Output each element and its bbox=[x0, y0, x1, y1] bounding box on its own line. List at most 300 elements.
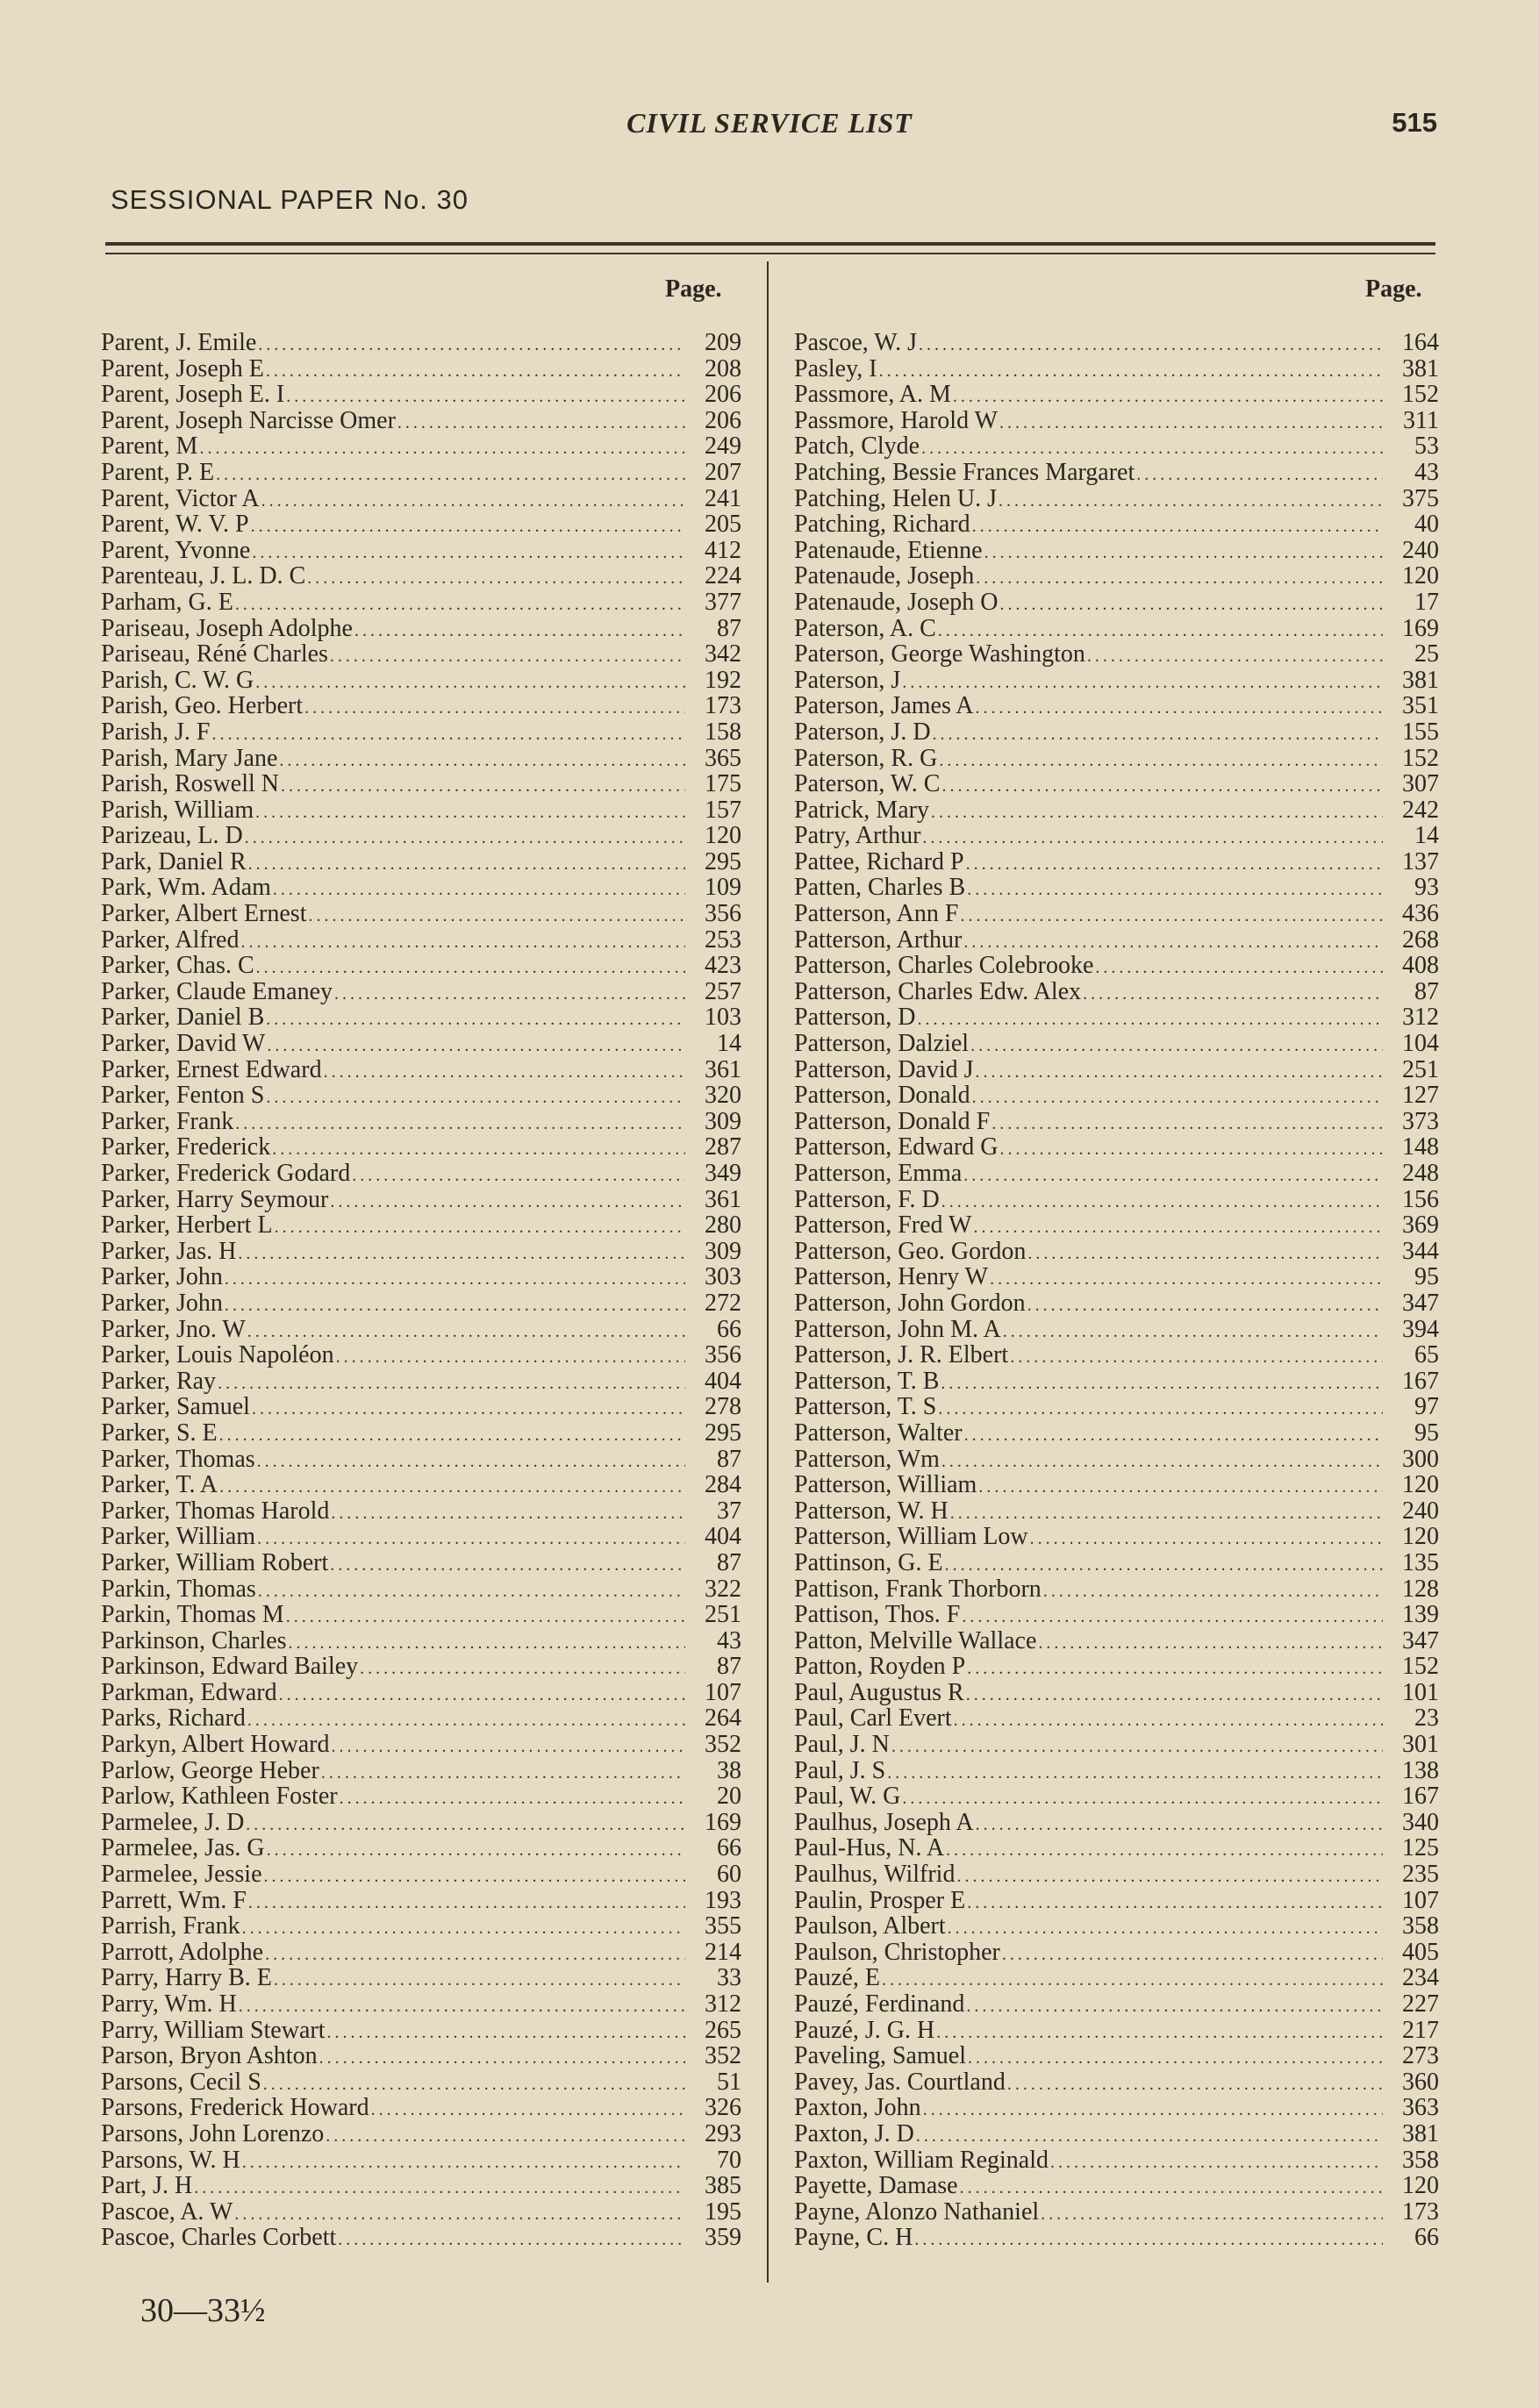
index-entry bbox=[101, 1109, 741, 1135]
entry-name: Paul, J. N bbox=[794, 1731, 890, 1759]
entry-name: Park, Wm. Adam bbox=[101, 874, 271, 902]
dot-leader bbox=[941, 1371, 1383, 1397]
entry-page-number: 340 bbox=[1402, 1808, 1439, 1836]
entry-name: Pattison, Thos. F bbox=[794, 1601, 961, 1629]
index-entry bbox=[101, 1654, 741, 1680]
entry-page-number: 43 bbox=[717, 1626, 741, 1654]
index-entry bbox=[794, 1835, 1439, 1861]
dot-leader bbox=[967, 1890, 1383, 1917]
entry-name: Parsons, John Lorenzo bbox=[101, 2119, 325, 2147]
index-entry bbox=[101, 1576, 741, 1603]
entry-name: Parker, Ernest Edward bbox=[101, 1055, 322, 1083]
entry-name: Parrett, Wm. F bbox=[101, 1886, 247, 1914]
entry-name: Parker, Jas. H bbox=[101, 1237, 237, 1265]
index-entry bbox=[794, 1264, 1439, 1290]
index-entry bbox=[101, 511, 741, 538]
dot-leader bbox=[267, 1838, 685, 1864]
index-entry bbox=[794, 2069, 1439, 2096]
entry-name: Parlow, Kathleen Foster bbox=[101, 1783, 338, 1811]
entry-page-number: 320 bbox=[705, 1082, 741, 1110]
entry-page-number: 381 bbox=[1402, 354, 1439, 382]
entry-page-number: 408 bbox=[1402, 952, 1439, 980]
dot-leader bbox=[1003, 1319, 1383, 1346]
dot-leader bbox=[956, 1864, 1383, 1890]
dot-leader bbox=[954, 1708, 1383, 1734]
index-entry bbox=[794, 433, 1439, 460]
index-entry bbox=[101, 2018, 741, 2044]
dot-leader bbox=[1000, 592, 1383, 618]
index-entry bbox=[101, 2147, 741, 2174]
index-entry bbox=[794, 2121, 1439, 2147]
entry-name: Paveling, Samuel bbox=[794, 2042, 966, 2070]
entry-page-number: 120 bbox=[1402, 1471, 1439, 1499]
dot-leader bbox=[304, 696, 685, 722]
entry-page-number: 173 bbox=[705, 692, 741, 720]
dot-leader bbox=[397, 411, 685, 437]
entry-page-number: 265 bbox=[705, 2016, 741, 2044]
entry-name: Paulson, Albert bbox=[794, 1912, 946, 1940]
entry-name: Parker, Ray bbox=[101, 1367, 217, 1395]
index-entry bbox=[794, 408, 1439, 434]
entry-page-number: 152 bbox=[1402, 744, 1439, 772]
entry-page-number: 107 bbox=[1402, 1886, 1439, 1914]
entry-name: Patterson, William Low bbox=[794, 1523, 1028, 1551]
index-entry bbox=[794, 382, 1439, 408]
index-entry bbox=[101, 719, 741, 746]
dot-leader bbox=[1043, 1579, 1383, 1605]
dot-leader bbox=[1050, 2150, 1383, 2176]
entry-page-number: 249 bbox=[705, 432, 741, 461]
entry-name: Parson, Bryon Ashton bbox=[101, 2042, 318, 2070]
entry-page-number: 373 bbox=[1402, 1107, 1439, 1135]
index-entry bbox=[101, 1628, 741, 1654]
index-entry bbox=[101, 746, 741, 772]
entry-page-number: 241 bbox=[705, 484, 741, 512]
dot-leader bbox=[266, 1085, 685, 1111]
dot-leader bbox=[1000, 1137, 1383, 1163]
entry-name: Pariseau, Joseph Adolphe bbox=[101, 614, 353, 642]
entry-page-number: 377 bbox=[705, 588, 741, 616]
dot-leader bbox=[966, 852, 1383, 878]
index-entry bbox=[101, 1290, 741, 1317]
index-entry bbox=[794, 1680, 1439, 1706]
entry-page-number: 280 bbox=[705, 1211, 741, 1240]
dot-leader bbox=[938, 1397, 1383, 1423]
entry-name: Patterson, T. S bbox=[794, 1393, 937, 1421]
index-entry bbox=[794, 1705, 1439, 1732]
entry-page-number: 436 bbox=[1402, 900, 1439, 928]
entry-name: Patton, Royden P bbox=[794, 1653, 966, 1681]
entry-page-number: 356 bbox=[705, 1341, 741, 1369]
entry-name: Parry, Harry B. E bbox=[101, 1964, 272, 1992]
entry-name: Patterson, F. D bbox=[794, 1185, 940, 1213]
dot-leader bbox=[265, 1942, 685, 1969]
entry-page-number: 284 bbox=[705, 1471, 741, 1499]
entry-page-number: 295 bbox=[705, 1418, 741, 1447]
entry-name: Pattee, Richard P bbox=[794, 847, 964, 875]
entry-page-number: 209 bbox=[705, 329, 741, 356]
entry-name: Parkman, Edward bbox=[101, 1678, 277, 1706]
entry-name: Parish, Geo. Herbert bbox=[101, 692, 304, 720]
index-entry bbox=[101, 1732, 741, 1758]
entry-name: Patterson, Edward G bbox=[794, 1133, 999, 1161]
entry-name: Patterson, John Gordon bbox=[794, 1289, 1026, 1317]
dot-leader bbox=[308, 904, 685, 930]
entry-page-number: 251 bbox=[1402, 1055, 1439, 1083]
entry-name: Pascoe, W. J bbox=[794, 329, 917, 356]
index-entry bbox=[794, 1342, 1439, 1368]
dot-leader bbox=[246, 1812, 685, 1839]
index-entry bbox=[794, 849, 1439, 875]
entry-name: Paxton, J. D bbox=[794, 2119, 914, 2147]
dot-leader bbox=[922, 825, 1383, 852]
entry-page-number: 37 bbox=[717, 1497, 741, 1525]
dot-leader bbox=[258, 332, 685, 359]
dot-leader bbox=[941, 774, 1383, 800]
dot-leader bbox=[219, 1423, 685, 1449]
index-entry bbox=[101, 1134, 741, 1161]
dot-leader bbox=[902, 670, 1383, 697]
entry-page-number: 93 bbox=[1414, 874, 1439, 902]
index-entry bbox=[101, 1342, 741, 1368]
index-entry bbox=[794, 1732, 1439, 1758]
dot-leader bbox=[242, 2150, 685, 2176]
index-entry bbox=[794, 641, 1439, 668]
dot-leader bbox=[360, 1656, 685, 1683]
index-entry bbox=[794, 1134, 1439, 1161]
index-entry bbox=[794, 1810, 1439, 1836]
dot-leader bbox=[354, 618, 685, 645]
entry-page-number: 51 bbox=[717, 2068, 741, 2096]
entry-name: Patterson, Charles Edw. Alex bbox=[794, 977, 1082, 1005]
dot-leader bbox=[241, 930, 686, 956]
entry-name: Paul, J. S bbox=[794, 1756, 886, 1784]
entry-page-number: 109 bbox=[705, 874, 741, 902]
entry-name: Patterson, T. B bbox=[794, 1367, 940, 1395]
entry-name: Paulin, Prosper E bbox=[794, 1886, 966, 1914]
entry-page-number: 66 bbox=[717, 1315, 741, 1343]
index-entry bbox=[794, 1861, 1439, 1888]
dot-leader bbox=[324, 1060, 685, 1086]
dot-leader bbox=[946, 1838, 1383, 1864]
entry-page-number: 157 bbox=[705, 796, 741, 824]
dot-leader bbox=[331, 1501, 685, 1527]
dot-leader bbox=[321, 1761, 685, 1787]
index-entry bbox=[101, 1758, 741, 1784]
index-entry bbox=[794, 1031, 1439, 1057]
entry-page-number: 240 bbox=[1402, 536, 1439, 564]
index-entry bbox=[794, 330, 1439, 356]
index-entry bbox=[101, 1368, 741, 1395]
entry-name: Passmore, Harold W bbox=[794, 406, 998, 434]
entry-page-number: 253 bbox=[705, 925, 741, 954]
index-entry bbox=[101, 823, 741, 849]
dot-leader bbox=[939, 748, 1383, 775]
index-entry bbox=[101, 979, 741, 1005]
index-entry bbox=[101, 1394, 741, 1420]
dot-leader bbox=[257, 1449, 685, 1476]
entry-page-number: 359 bbox=[705, 2224, 741, 2252]
index-entry bbox=[101, 1161, 741, 1187]
index-entry bbox=[101, 460, 741, 486]
dot-leader bbox=[976, 566, 1383, 592]
header-rule-thin bbox=[105, 253, 1435, 254]
sessional-paper-label: SESSIONAL PAPER No. 30 bbox=[111, 184, 469, 215]
entry-name: Patterson, Geo. Gordon bbox=[794, 1237, 1027, 1265]
entry-name: Patching, Bessie Frances Margaret bbox=[794, 458, 1135, 486]
entry-name: Parker, William bbox=[101, 1523, 256, 1551]
entry-page-number: 38 bbox=[717, 1756, 741, 1784]
dot-leader bbox=[194, 2176, 685, 2202]
entry-page-number: 164 bbox=[1402, 329, 1439, 356]
dot-leader bbox=[1027, 1241, 1383, 1268]
entry-page-number: 347 bbox=[1402, 1289, 1439, 1317]
entry-name: Parker, Frank bbox=[101, 1107, 234, 1135]
entry-name: Parkyn, Albert Howard bbox=[101, 1731, 330, 1759]
entry-name: Patterson, J. R. Elbert bbox=[794, 1341, 1009, 1369]
entry-page-number: 120 bbox=[1402, 1523, 1439, 1551]
entry-page-number: 70 bbox=[717, 2146, 741, 2174]
entry-name: Parker, T. A bbox=[101, 1471, 218, 1499]
index-entry bbox=[794, 1447, 1439, 1473]
entry-page-number: 385 bbox=[705, 2172, 741, 2200]
index-entry bbox=[794, 1420, 1439, 1447]
index-entry bbox=[101, 693, 741, 719]
entry-name: Parish, Mary Jane bbox=[101, 744, 278, 772]
index-entry bbox=[101, 433, 741, 460]
left-column-heading: Page. bbox=[665, 275, 722, 303]
entry-page-number: 240 bbox=[1402, 1497, 1439, 1525]
entry-page-number: 137 bbox=[1402, 847, 1439, 875]
entry-page-number: 195 bbox=[705, 2197, 741, 2226]
dot-leader bbox=[984, 540, 1383, 567]
index-entry bbox=[101, 953, 741, 979]
dot-leader bbox=[999, 489, 1383, 515]
index-entry bbox=[101, 1965, 741, 1991]
entry-name: Parrish, Frank bbox=[101, 1912, 240, 1940]
index-entry bbox=[101, 1602, 741, 1628]
index-entry bbox=[101, 668, 741, 694]
index-entry bbox=[101, 2043, 741, 2069]
entry-name: Parker, Alfred bbox=[101, 925, 240, 954]
entry-name: Parker, Frederick bbox=[101, 1133, 271, 1161]
entry-name: Parmelee, Jessie bbox=[101, 1861, 262, 1889]
index-entry bbox=[794, 1940, 1439, 1966]
index-entry bbox=[794, 589, 1439, 616]
dot-leader bbox=[941, 1449, 1383, 1476]
entry-page-number: 273 bbox=[1402, 2042, 1439, 2070]
dot-leader bbox=[327, 2020, 686, 2047]
dot-leader bbox=[248, 1890, 685, 1917]
index-entry bbox=[794, 1524, 1439, 1550]
entry-page-number: 148 bbox=[1402, 1133, 1439, 1161]
entry-page-number: 352 bbox=[705, 1731, 741, 1759]
entry-page-number: 138 bbox=[1402, 1756, 1439, 1784]
entry-page-number: 120 bbox=[705, 822, 741, 850]
entry-page-number: 120 bbox=[1402, 562, 1439, 590]
entry-page-number: 87 bbox=[717, 614, 741, 642]
entry-name: Paul, W. G bbox=[794, 1783, 901, 1811]
entry-name: Parent, W. V. P bbox=[101, 511, 249, 539]
index-entry bbox=[794, 1368, 1439, 1395]
entry-name: Paulhus, Joseph A bbox=[794, 1808, 974, 1836]
dot-leader bbox=[976, 696, 1383, 722]
index-entry bbox=[794, 511, 1439, 538]
index-entry bbox=[101, 1888, 741, 1914]
index-entry bbox=[794, 875, 1439, 901]
index-entry bbox=[794, 1991, 1439, 2018]
dot-leader bbox=[336, 1345, 685, 1371]
entry-page-number: 103 bbox=[705, 1004, 741, 1032]
entry-page-number: 66 bbox=[717, 1834, 741, 1862]
entry-name: Patterson, Ann F bbox=[794, 900, 959, 928]
dot-leader bbox=[936, 2020, 1383, 2047]
dot-leader bbox=[330, 644, 685, 670]
index-entry bbox=[794, 1602, 1439, 1628]
dot-leader bbox=[279, 748, 685, 775]
entry-name: Parlow, George Heber bbox=[101, 1756, 319, 1784]
dot-leader bbox=[1083, 982, 1383, 1008]
index-entry bbox=[101, 1783, 741, 1810]
index-entry bbox=[794, 1576, 1439, 1603]
dot-leader bbox=[990, 1267, 1383, 1293]
dot-leader bbox=[251, 514, 685, 540]
index-entry bbox=[101, 2173, 741, 2199]
entry-name: Parent, Yvonne bbox=[101, 536, 251, 564]
entry-name: Patrick, Mary bbox=[794, 796, 929, 824]
entry-page-number: 311 bbox=[1403, 406, 1439, 434]
entry-page-number: 60 bbox=[717, 1861, 741, 1889]
entry-name: Parker, Louis Napoléon bbox=[101, 1341, 334, 1369]
entry-name: Patterson, John M. A bbox=[794, 1315, 1001, 1343]
entry-page-number: 293 bbox=[705, 2119, 741, 2147]
index-entry bbox=[101, 797, 741, 824]
dot-leader bbox=[999, 411, 1383, 437]
entry-page-number: 242 bbox=[1402, 796, 1439, 824]
dot-leader bbox=[968, 2046, 1383, 2072]
dot-leader bbox=[923, 2097, 1383, 2124]
dot-leader bbox=[216, 462, 685, 489]
index-entry bbox=[794, 2173, 1439, 2199]
index-entry bbox=[794, 1628, 1439, 1654]
dot-leader bbox=[255, 670, 685, 697]
index-entry bbox=[101, 2069, 741, 2096]
entry-name: Patching, Richard bbox=[794, 511, 970, 539]
entry-page-number: 173 bbox=[1402, 2197, 1439, 2226]
entry-name: Pauzé, J. G. H bbox=[794, 2016, 935, 2044]
index-entry bbox=[101, 1680, 741, 1706]
index-entry bbox=[794, 616, 1439, 642]
entry-page-number: 351 bbox=[1402, 692, 1439, 720]
dot-leader bbox=[960, 904, 1383, 930]
entry-name: Payne, C. H bbox=[794, 2224, 913, 2252]
index-entry bbox=[794, 1239, 1439, 1265]
entry-name: Parker, John bbox=[101, 1263, 223, 1291]
entry-page-number: 167 bbox=[1402, 1783, 1439, 1811]
index-entry bbox=[101, 1447, 741, 1473]
dot-leader bbox=[279, 1683, 685, 1709]
dot-leader bbox=[972, 514, 1383, 540]
entry-page-number: 139 bbox=[1402, 1601, 1439, 1629]
index-entry bbox=[794, 1654, 1439, 1680]
entry-name: Paulhus, Wilfrid bbox=[794, 1861, 956, 1889]
dot-leader bbox=[966, 1994, 1383, 2020]
dot-leader bbox=[334, 982, 685, 1008]
index-entry bbox=[101, 616, 741, 642]
index-entry bbox=[794, 1888, 1439, 1914]
entry-name: Parker, Frederick Godard bbox=[101, 1160, 351, 1187]
entry-name: Parent, J. Emile bbox=[101, 329, 257, 356]
entry-page-number: 207 bbox=[705, 458, 741, 486]
entry-page-number: 361 bbox=[705, 1055, 741, 1083]
entry-name: Parmelee, Jas. G bbox=[101, 1834, 265, 1862]
entry-name: Parrott, Adolphe bbox=[101, 1938, 264, 1966]
index-entry bbox=[794, 1212, 1439, 1239]
dot-leader bbox=[199, 436, 685, 462]
entry-page-number: 206 bbox=[705, 406, 741, 434]
entry-page-number: 17 bbox=[1414, 588, 1439, 616]
dot-leader bbox=[1010, 1345, 1383, 1371]
index-entry bbox=[101, 1057, 741, 1083]
entry-page-number: 120 bbox=[1402, 2172, 1439, 2200]
entry-name: Parker, Thomas bbox=[101, 1445, 255, 1473]
index-entry bbox=[101, 1004, 741, 1031]
entry-name: Patterson, Dalziel bbox=[794, 1030, 970, 1058]
entry-page-number: 300 bbox=[1402, 1445, 1439, 1473]
dot-leader bbox=[978, 1475, 1383, 1501]
index-entry bbox=[794, 693, 1439, 719]
entry-page-number: 355 bbox=[705, 1912, 741, 1940]
entry-name: Pauzé, E bbox=[794, 1964, 880, 1992]
entry-name: Passmore, A. M bbox=[794, 381, 951, 409]
dot-leader bbox=[248, 852, 685, 878]
dot-leader bbox=[1027, 1293, 1383, 1319]
dot-leader bbox=[242, 1916, 685, 1942]
index-entry bbox=[101, 1264, 741, 1290]
index-entry bbox=[794, 1317, 1439, 1343]
entry-page-number: 363 bbox=[1402, 2094, 1439, 2122]
dot-leader bbox=[261, 489, 685, 515]
entry-page-number: 404 bbox=[705, 1523, 741, 1551]
dot-leader bbox=[326, 2124, 685, 2150]
entry-page-number: 309 bbox=[705, 1107, 741, 1135]
entry-name: Parker, Claude Emaney bbox=[101, 977, 333, 1005]
index-entry bbox=[794, 1161, 1439, 1187]
dot-leader bbox=[976, 1060, 1383, 1086]
index-entry bbox=[101, 330, 741, 356]
running-title: CIVIL SERVICE LIST bbox=[626, 107, 913, 139]
index-entry bbox=[101, 2121, 741, 2147]
entry-page-number: 295 bbox=[705, 847, 741, 875]
entry-page-number: 87 bbox=[1414, 977, 1439, 1005]
entry-page-number: 227 bbox=[1402, 1990, 1439, 2018]
dot-leader bbox=[319, 2046, 685, 2072]
index-entry bbox=[101, 849, 741, 875]
running-header bbox=[0, 107, 1539, 142]
dot-leader bbox=[238, 1241, 685, 1268]
entry-name: Patterson, Wm bbox=[794, 1445, 940, 1473]
index-entry bbox=[101, 1187, 741, 1213]
entry-page-number: 309 bbox=[705, 1237, 741, 1265]
entry-page-number: 23 bbox=[1414, 1704, 1439, 1733]
entry-name: Patterson, Donald bbox=[794, 1082, 970, 1110]
entry-name: Payette, Damase bbox=[794, 2172, 958, 2200]
dot-leader bbox=[330, 1190, 685, 1216]
index-entry bbox=[794, 1290, 1439, 1317]
entry-page-number: 307 bbox=[1402, 770, 1439, 798]
dot-leader bbox=[1087, 644, 1383, 670]
entry-name: Paul, Augustus R bbox=[794, 1678, 964, 1706]
